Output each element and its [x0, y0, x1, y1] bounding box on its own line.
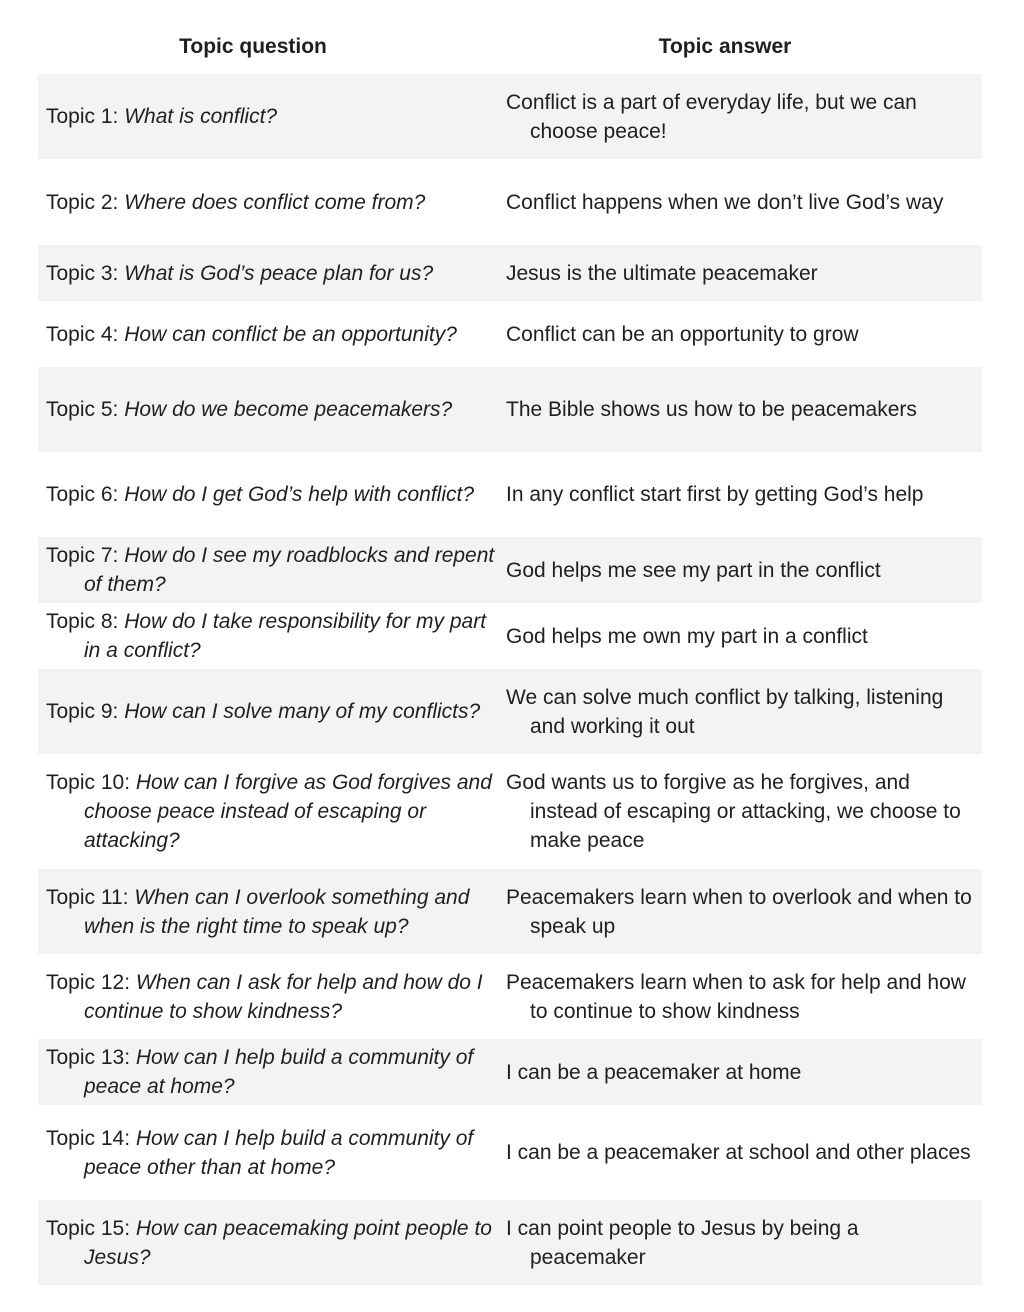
- table-row: [38, 301, 982, 367]
- topic-answer: Conflict is a part of everyday life, but we can choose peace!: [499, 74, 982, 159]
- table-row: [38, 452, 982, 537]
- table-row: [38, 1039, 982, 1105]
- topic-answer: The Bible shows us how to be peacemakers: [499, 367, 982, 452]
- topic-answer: God helps me see my part in the conflict: [499, 537, 982, 603]
- table-row: [38, 367, 982, 452]
- table-row: [38, 537, 982, 603]
- topic-number: Topic 6: [46, 483, 113, 506]
- topic-number: Topic 13: [46, 1046, 125, 1069]
- topic-answer: God helps me own my part in a conflict: [506, 624, 868, 648]
- topic-number: Topic 8: [46, 610, 113, 633]
- topic-question-cell: Topic 11: When can I overlook something and when is the right time to speak up?: [38, 869, 499, 954]
- topic-question-cell: Topic 8: How do I take responsibility for my part in a conflict?: [46, 610, 487, 662]
- topic-question-cell: Topic 5: How do we become peacemakers?: [38, 367, 499, 452]
- topic-number: Topic 4: [46, 322, 113, 346]
- topic-answer: We can solve much conflict by talking, listening and working it out: [499, 669, 982, 754]
- topic-question-cell: Topic 3: What is God’s peace plan for us?: [38, 245, 499, 301]
- topic-question: What is God’s peace plan for us?: [124, 261, 434, 285]
- topic-question: How do we become peacemakers?: [124, 398, 453, 421]
- topic-answer: Conflict happens when we don’t live God’s way: [506, 190, 944, 214]
- topic-answer: Conflict can be an opportunity to grow: [506, 322, 859, 346]
- topic-question-cell: Topic 1: What is conflict?: [38, 74, 499, 159]
- topic-number: Topic 3: [46, 261, 113, 285]
- topic-answer: In any conflict start first by getting God’s help: [506, 483, 924, 506]
- topic-question-cell: Topic 13: How can I help build a community of peace at home?: [38, 1039, 499, 1105]
- topic-question: How can I help build a community of peace other than at home?: [84, 1126, 474, 1179]
- topic-question: When can I ask for help and how do I continue to show kindness?: [84, 970, 483, 1023]
- topic-question: How can conflict be an opportunity?: [124, 322, 457, 346]
- table-row: [38, 754, 982, 869]
- topic-question-cell: Topic 9: How can I solve many of my conflicts?: [38, 669, 499, 754]
- table-row: [38, 74, 982, 159]
- topic-question: What is conflict?: [124, 105, 278, 128]
- topic-number: Topic 10: [46, 771, 125, 794]
- topic-answer: Peacemakers learn when to overlook and when to speak up: [499, 869, 982, 954]
- topic-question-cell: Topic 7: How do I see my roadblocks and repent of them?: [38, 537, 499, 603]
- topic-question: How can I forgive as God forgives and choose peace instead of escaping or attacking?: [84, 771, 492, 852]
- topic-answer: I can be a peacemaker at home: [499, 1039, 982, 1105]
- topic-answer: Jesus is the ultimate peacemaker: [499, 245, 982, 301]
- table-row: [38, 869, 982, 954]
- topics-table: [38, 74, 982, 1285]
- topic-number: Topic 5: [46, 398, 113, 421]
- table-row: [38, 954, 982, 1039]
- topic-question: Where does conflict come from?: [124, 190, 426, 214]
- header-topic-answer: Topic answer: [658, 35, 792, 58]
- topic-answer: Peacemakers learn when to ask for help and how to continue to show kindness: [506, 970, 966, 1023]
- topic-answer: I can point people to Jesus by being a peacemaker: [499, 1200, 982, 1285]
- topic-question-cell: Topic 12: When can I ask for help and how do I continue to show kindness?: [46, 970, 483, 1023]
- topic-question: When can I overlook something and when is the right time to speak up?: [84, 885, 470, 938]
- topic-question: How can I solve many of my conflicts?: [124, 700, 481, 723]
- topic-question-cell: Topic 2: Where does conflict come from?: [46, 190, 426, 214]
- topic-number: Topic 11: [46, 885, 123, 909]
- topic-question: How do I see my roadblocks and repent of them?: [84, 544, 495, 596]
- topic-question-cell: Topic 14: How can I help build a community of peace other than at home?: [46, 1126, 474, 1179]
- topic-number: Topic 9: [46, 700, 113, 723]
- topic-question: How do I get God’s help with conflict?: [124, 483, 475, 506]
- table-row: [38, 669, 982, 754]
- header-topic-question: Topic question: [179, 35, 327, 58]
- topic-question: How can peacemaking point people to Jesus?: [84, 1216, 492, 1269]
- table-row: [38, 245, 982, 301]
- topic-question-cell: Topic 10: How can I forgive as God forgives and choose peace instead of escaping or attacking?: [46, 771, 492, 852]
- table-row: [38, 159, 982, 245]
- topic-question-cell: Topic 4: How can conflict be an opportunity?: [46, 322, 457, 346]
- table-row: [38, 1105, 982, 1200]
- topic-question: How do I take responsibility for my part in a conflict?: [84, 610, 487, 662]
- topic-number: Topic 7: [46, 544, 113, 567]
- topic-number: Topic 12: [46, 970, 125, 994]
- topic-number: Topic 2: [46, 190, 113, 214]
- topic-question-cell: Topic 15: How can peacemaking point people to Jesus?: [38, 1200, 499, 1285]
- table-header: [38, 30, 982, 64]
- table-row: [38, 1200, 982, 1285]
- topic-number: Topic 15: [46, 1216, 125, 1240]
- topic-answer: I can be a peacemaker at school and other places: [506, 1141, 971, 1164]
- topic-answer: God wants us to forgive as he forgives, and instead of escaping or attacking, we choose to make peace: [506, 771, 961, 852]
- topic-question-cell: Topic 6: How do I get God’s help with conflict?: [46, 483, 475, 506]
- topic-number: Topic 1: [46, 105, 113, 128]
- topic-question: How can I help build a community of peace at home?: [84, 1046, 474, 1098]
- table-row: [38, 603, 982, 669]
- topic-number: Topic 14: [46, 1126, 125, 1150]
